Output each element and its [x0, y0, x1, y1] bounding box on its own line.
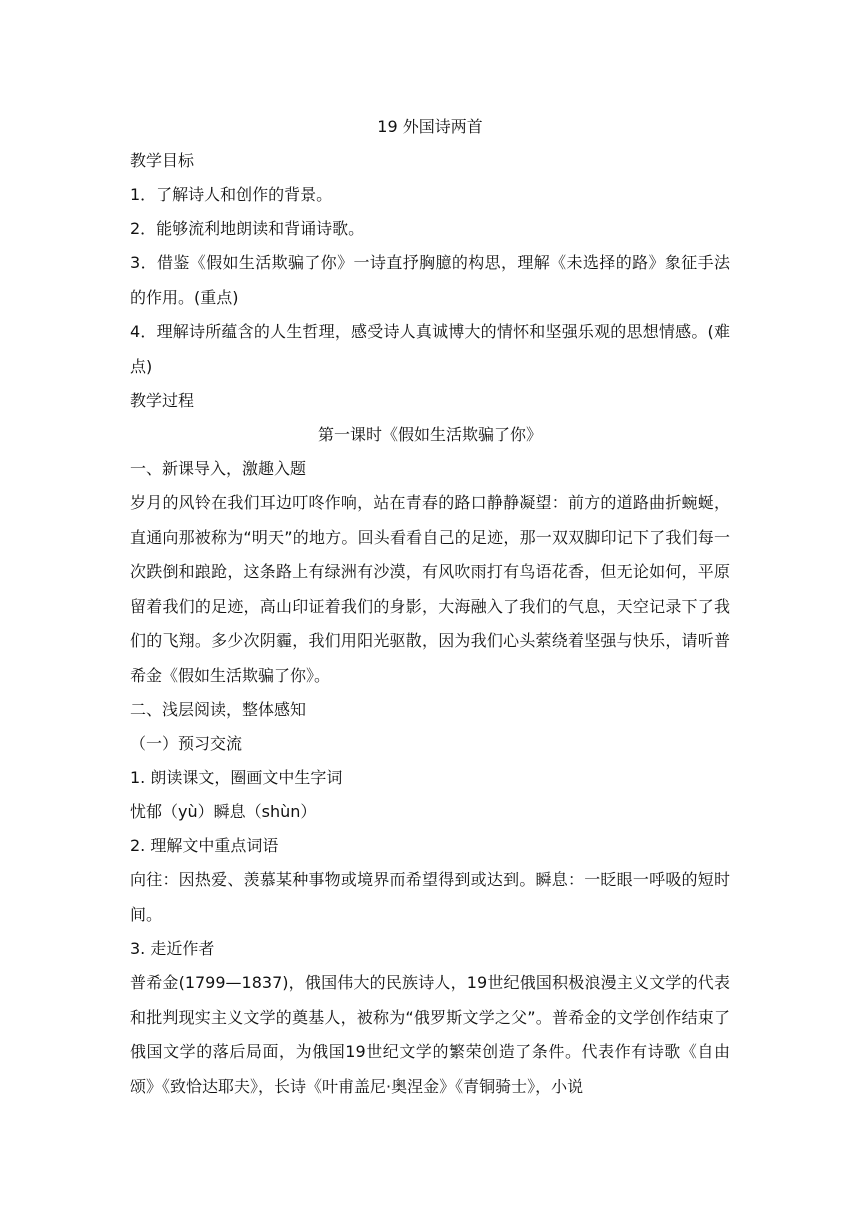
objective-item-4: 4．理解诗所蕴含的人生哲理，感受诗人真诚博大的情怀和坚强乐观的思想情感。(难点)	[130, 322, 730, 376]
step-2-heading: 2. 理解文中重点词语	[130, 836, 279, 855]
part-heading-2: 二、浅层阅读，整体感知	[130, 700, 307, 719]
vocab-pinyin-line: 忧郁（yù）瞬息（shùn）	[130, 802, 317, 821]
objective-item-3: 3．借鉴《假如生活欺骗了你》一诗直抒胸臆的构思，理解《未选择的路》象征手法的作用。(重点)	[130, 253, 730, 307]
section-heading-objectives: 教学目标	[130, 151, 195, 170]
vocab-definitions: 向往：因热爱、羡慕某种事物或境界而希望得到或达到。瞬息：一眨眼一呼吸的短时间。	[130, 870, 730, 924]
objective-item-1: 1．了解诗人和创作的背景。	[130, 185, 333, 204]
intro-paragraph: 岁月的风铃在我们耳边叮咚作响，站在青春的路口静静凝望：前方的道路曲折蜿蜒，直通向那被称为“明天”的地方。回头看看自己的足迹，那一双双脚印记下了我们每一次跌倒和踉跄，这条路上有绿洲有沙漠，有风吹雨打有鸟语花香，但无论如何，平原留着我们的足迹，高山印证着我们的身影，大海融入了我们的气息，天空记录下了我们的飞翔。多少次阴霾，我们用阳光驱散，因为我们心头萦绕着坚强与快乐，请听普希金《假如生活欺骗了你》。	[130, 493, 730, 685]
objective-item-2: 2．能够流利地朗读和背诵诗歌。	[130, 219, 365, 238]
subsection-heading-preview: （一）预习交流	[130, 734, 243, 753]
step-1-heading: 1. 朗读课文，圈画文中生字词	[130, 768, 343, 787]
step-3-heading: 3. 走近作者	[130, 939, 215, 958]
author-paragraph: 普希金(1799—1837)，俄国伟大的民族诗人，19世纪俄国积极浪漫主义文学的代表和批判现实主义文学的奠基人，被称为“俄罗斯文学之父”。普希金的文学创作结束了俄国文学的落后局面，为俄国19世纪文学的繁荣创造了条件。代表作有诗歌《自由颂》《致恰达耶夫》，长诗《叶甫盖尼·奥涅金》《青铜骑士》，小说	[130, 973, 730, 1096]
document-title: 19 外国诗两首	[377, 117, 483, 136]
lesson-subtitle: 第一课时《假如生活欺骗了你》	[317, 425, 542, 444]
section-heading-process: 教学过程	[130, 391, 195, 410]
part-heading-1: 一、新课导入，激趣入题	[130, 459, 307, 478]
